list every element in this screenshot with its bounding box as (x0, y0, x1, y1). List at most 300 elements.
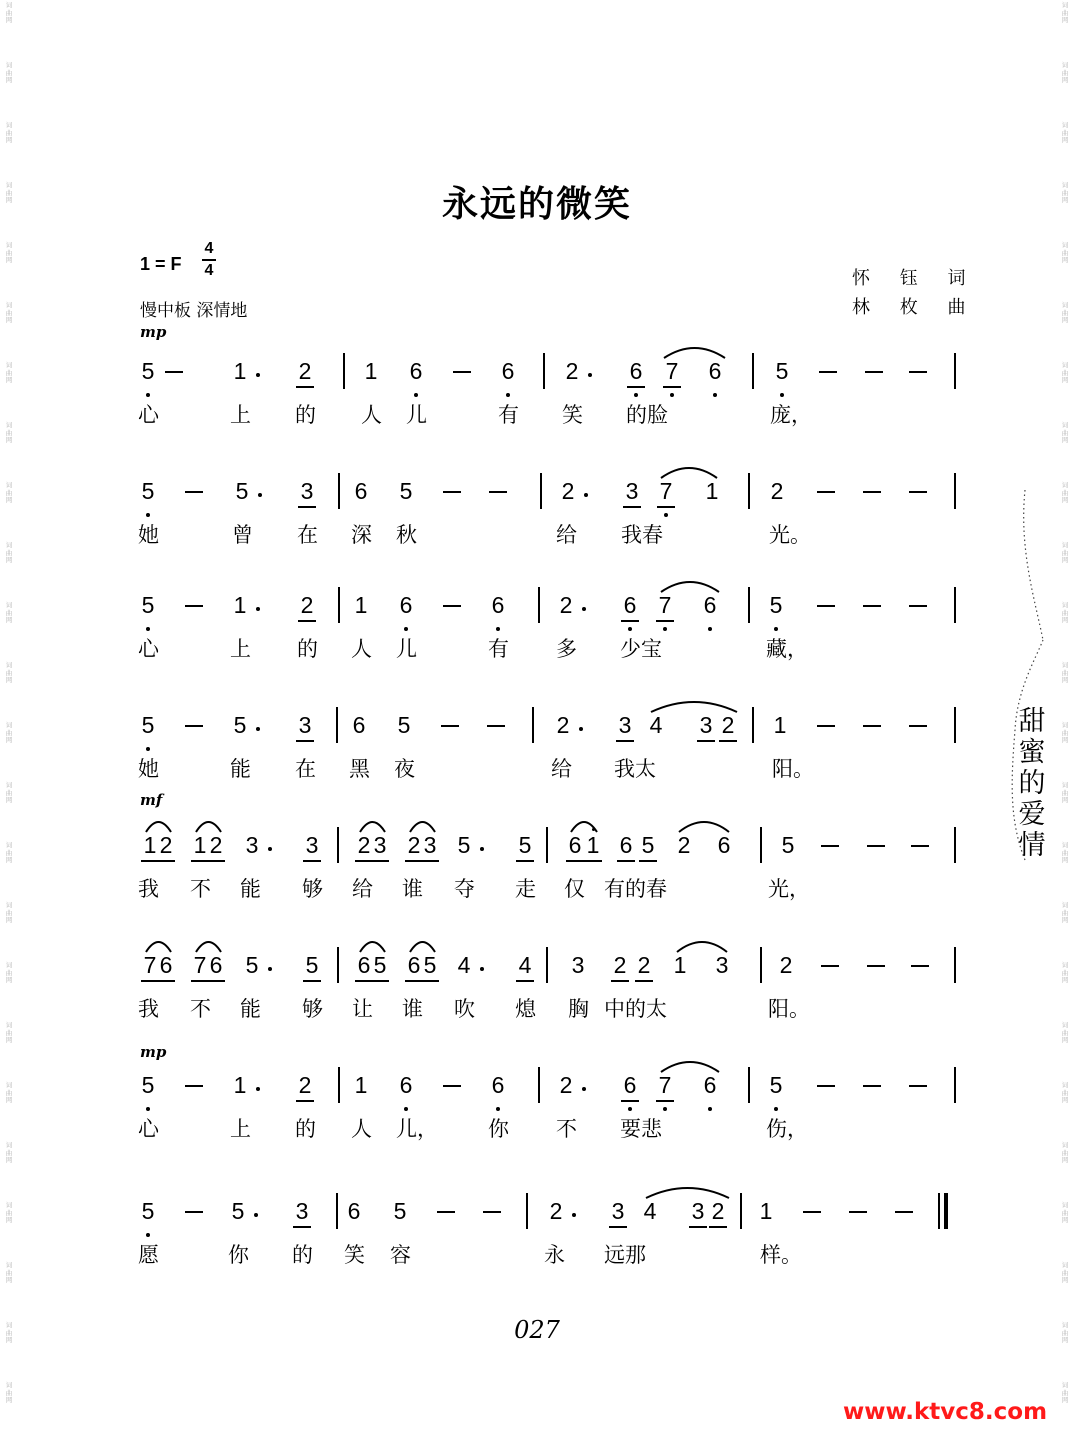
extension-dash (911, 845, 929, 847)
slur (145, 937, 172, 953)
augmentation-dot (254, 1213, 258, 1217)
note: 2 (407, 832, 421, 858)
note: 6 (491, 1072, 505, 1098)
extension-dash (863, 605, 881, 607)
octave-dot-low (713, 393, 717, 397)
lyric-syllable: 心 (138, 403, 159, 427)
extension-dash (909, 371, 927, 373)
lyric-syllable: 人 (351, 1117, 372, 1141)
note: 7 (665, 358, 679, 384)
note: 1 (354, 592, 368, 618)
note: 5 (781, 832, 795, 858)
lyric-syllable: 不 (190, 877, 211, 901)
note: 3 (298, 712, 312, 738)
lyric-syllable: 你 (228, 1243, 249, 1267)
slur (359, 937, 386, 953)
score-row-8 (0, 1197, 1074, 1297)
note: 6 (568, 832, 582, 858)
watermark-text: 词 曲 网 (1061, 1081, 1069, 1104)
watermark-text: 词 曲 网 (5, 1381, 13, 1404)
score-row-4 (0, 711, 1074, 811)
watermark-text: 词 曲 网 (5, 121, 13, 144)
barline (954, 947, 956, 983)
barline (748, 587, 750, 623)
underline (621, 620, 639, 622)
note: 2 (613, 952, 627, 978)
lyric-syllable: 胸 (568, 997, 589, 1021)
watermark-text: 词 曲 网 (1061, 961, 1069, 984)
extension-dash (909, 725, 927, 727)
extension-dash (441, 725, 459, 727)
note: 5 (393, 1198, 407, 1224)
octave-dot-low (146, 393, 150, 397)
note: 5 (141, 358, 155, 384)
note: 6 (357, 952, 371, 978)
slur (645, 1183, 730, 1199)
underline (657, 506, 675, 508)
watermark-text: 词 曲 网 (1061, 601, 1069, 624)
note: 1 (233, 1072, 247, 1098)
augmentation-dot (480, 967, 484, 971)
note: 6 (708, 358, 722, 384)
note: 3 (691, 1198, 705, 1224)
barline (338, 473, 340, 509)
note: 1 (193, 832, 207, 858)
lyric-syllable: 的脸 (626, 403, 668, 427)
composer-credit: 林 枚 曲 (852, 297, 978, 318)
lyric-syllable: 能 (230, 757, 251, 781)
time-signature-top: 4 (204, 240, 214, 257)
note: 1 (759, 1198, 773, 1224)
note: 4 (643, 1198, 657, 1224)
note: 6 (629, 358, 643, 384)
underline (157, 980, 175, 982)
extension-dash (443, 1085, 461, 1087)
note: 4 (518, 952, 532, 978)
underline (627, 386, 645, 388)
note: 1 (354, 1072, 368, 1098)
underline (719, 740, 737, 742)
barline (538, 1067, 540, 1103)
lyric-syllable: 秋 (396, 523, 417, 547)
extension-dash (489, 491, 507, 493)
octave-dot-low (634, 393, 638, 397)
underline (296, 740, 314, 742)
note: 6 (703, 592, 717, 618)
octave-dot-low (670, 393, 674, 397)
augmentation-dot (582, 607, 586, 611)
note: 2 (637, 952, 651, 978)
barline (748, 1067, 750, 1103)
slur (663, 343, 726, 359)
watermark-text: 词 曲 网 (1061, 301, 1069, 324)
song-title: 永远的微笑 (441, 183, 632, 225)
barline (740, 1193, 742, 1229)
watermark-text: 词 曲 网 (5, 721, 13, 744)
underline (293, 1226, 311, 1228)
final-barline (944, 1193, 948, 1229)
augmentation-dot (480, 847, 484, 851)
barline (954, 353, 956, 389)
watermark-text: 词 曲 网 (1061, 1141, 1069, 1164)
lyric-syllable: 她 (138, 523, 159, 547)
note: 2 (770, 478, 784, 504)
underline (296, 386, 314, 388)
octave-dot-low (774, 1107, 778, 1111)
site-watermark: www.ktvc8.com (843, 1399, 1048, 1425)
note: 2 (300, 592, 314, 618)
lyric-syllable: 给 (556, 523, 577, 547)
underline (298, 506, 316, 508)
lyric-syllable: 的 (297, 637, 318, 661)
lyric-syllable: 光， (768, 877, 810, 901)
score-row-7 (0, 1071, 1074, 1171)
watermark-text: 词 曲 网 (1061, 181, 1069, 204)
watermark-text: 词 曲 网 (1061, 61, 1069, 84)
watermark-text: 词 曲 网 (5, 481, 13, 504)
note: 6 (717, 832, 731, 858)
extension-dash (817, 1085, 835, 1087)
watermark-text: 词 曲 网 (5, 61, 13, 84)
note: 7 (658, 592, 672, 618)
extension-dash (849, 1211, 867, 1213)
lyric-syllable: 在 (297, 523, 318, 547)
lyric-syllable: 远那 (604, 1243, 646, 1267)
underline (609, 1226, 627, 1228)
slur (145, 817, 172, 833)
barline (760, 827, 762, 863)
lyric-syllable: 走 (515, 877, 536, 901)
underline (656, 620, 674, 622)
extension-dash (895, 1211, 913, 1213)
barline (752, 353, 754, 389)
note: 2 (159, 832, 173, 858)
barline (336, 1193, 338, 1229)
underline (296, 1100, 314, 1102)
extension-dash (863, 725, 881, 727)
final-barline (938, 1193, 940, 1229)
lyric-syllable: 夺 (454, 877, 475, 901)
note: 3 (245, 832, 259, 858)
watermark-text: 词 曲 网 (5, 1321, 13, 1344)
watermark-text: 词 曲 网 (1061, 1381, 1069, 1404)
underline (584, 860, 602, 862)
note: 1 (233, 592, 247, 618)
note: 5 (141, 592, 155, 618)
watermark-text: 词 曲 网 (1061, 1021, 1069, 1044)
extension-dash (909, 1085, 927, 1087)
octave-dot-low (506, 393, 510, 397)
note: 3 (571, 952, 585, 978)
time-signature-bottom: 4 (204, 262, 214, 279)
watermark-text: 词 曲 网 (1061, 1201, 1069, 1224)
lyric-syllable: 不 (556, 1117, 577, 1141)
octave-dot-low (774, 627, 778, 631)
underline (421, 860, 439, 862)
note: 5 (231, 1198, 245, 1224)
augmentation-dot (268, 967, 272, 971)
lyric-syllable: 有的春 (604, 877, 667, 901)
augmentation-dot (579, 727, 583, 731)
octave-dot-low (146, 627, 150, 631)
note: 3 (618, 712, 632, 738)
note: 6 (347, 1198, 361, 1224)
slur (650, 697, 738, 713)
dynamic-mp: mp (140, 323, 167, 341)
lyric-syllable: 要悲 (620, 1117, 662, 1141)
note: 6 (623, 1072, 637, 1098)
augmentation-dot (588, 373, 592, 377)
underline (689, 1226, 707, 1228)
lyric-syllable: 心 (138, 1117, 159, 1141)
octave-dot-low (664, 513, 668, 517)
augmentation-dot (256, 727, 260, 731)
note: 2 (559, 1072, 573, 1098)
lyric-syllable: 我春 (621, 523, 663, 547)
slur (660, 463, 718, 479)
watermark-text: 词 曲 网 (5, 781, 13, 804)
note: 5 (769, 1072, 783, 1098)
watermark-text: 词 曲 网 (5, 1, 13, 24)
augmentation-dot (256, 373, 260, 377)
underline (303, 980, 321, 982)
note: 5 (141, 1198, 155, 1224)
note: 6 (399, 592, 413, 618)
lyric-syllable: 有 (488, 637, 509, 661)
note: 2 (549, 1198, 563, 1224)
lyric-syllable: 谁 (402, 877, 423, 901)
note: 6 (209, 952, 223, 978)
extension-dash (909, 491, 927, 493)
octave-dot-low (146, 1233, 150, 1237)
watermark-text: 词 曲 网 (1061, 841, 1069, 864)
note: 7 (659, 478, 673, 504)
slur (660, 1057, 720, 1073)
watermark-text: 词 曲 网 (5, 361, 13, 384)
note: 6 (407, 952, 421, 978)
underline (623, 506, 641, 508)
barline (337, 947, 339, 983)
slur (409, 817, 436, 833)
side-title: 甜蜜的爱情 (1018, 706, 1046, 861)
note: 5 (518, 832, 532, 858)
lyricist-credit: 怀 钰 词 (852, 268, 978, 289)
note: 5 (457, 832, 471, 858)
note: 2 (711, 1198, 725, 1224)
extension-dash (443, 491, 461, 493)
extension-dash (165, 371, 183, 373)
extension-dash (487, 725, 505, 727)
extension-dash (803, 1211, 821, 1213)
watermark-text: 词 曲 网 (5, 301, 13, 324)
dynamic-mf: mf (140, 791, 163, 809)
augmentation-dot (256, 607, 260, 611)
barline (954, 707, 956, 743)
lyric-syllable: 伤， (766, 1117, 808, 1141)
lyric-syllable: 仅 (564, 877, 585, 901)
lyric-syllable: 样。 (760, 1243, 802, 1267)
note: 4 (649, 712, 663, 738)
underline (371, 980, 389, 982)
lyric-syllable: 愿 (138, 1243, 159, 1267)
note: 6 (399, 1072, 413, 1098)
extension-dash (185, 725, 203, 727)
lyric-syllable: 夜 (394, 757, 415, 781)
underline (611, 980, 629, 982)
watermark-text: 词 曲 网 (1061, 721, 1069, 744)
octave-dot-low (496, 1107, 500, 1111)
extension-dash (863, 491, 881, 493)
note: 5 (141, 478, 155, 504)
watermark-text: 词 曲 网 (5, 901, 13, 924)
octave-dot-low (780, 393, 784, 397)
watermark-text: 词 曲 网 (1061, 901, 1069, 924)
extension-dash (185, 491, 203, 493)
note: 3 (295, 1198, 309, 1224)
lyric-syllable: 儿 (406, 403, 427, 427)
lyric-syllable: 黑 (349, 757, 370, 781)
underline (516, 860, 534, 862)
lyric-syllable: 心 (138, 637, 159, 661)
octave-dot-low (663, 627, 667, 631)
octave-dot-low (414, 393, 418, 397)
note: 5 (397, 712, 411, 738)
lyric-syllable: 多 (556, 637, 577, 661)
underline (697, 740, 715, 742)
lyric-syllable: 我 (138, 877, 159, 901)
lyric-syllable: 给 (352, 877, 373, 901)
lyric-syllable: 人 (351, 637, 372, 661)
score-row-1 (0, 357, 1074, 457)
watermark-text: 词 曲 网 (5, 1261, 13, 1284)
extension-dash (863, 1085, 881, 1087)
note: 6 (623, 592, 637, 618)
watermark-text: 词 曲 网 (1061, 361, 1069, 384)
barline (543, 353, 545, 389)
lyric-syllable: 人 (361, 403, 382, 427)
lyric-syllable: 的 (292, 1243, 313, 1267)
barline (338, 587, 340, 623)
note: 7 (193, 952, 207, 978)
lyric-syllable: 笑 (344, 1243, 365, 1267)
octave-dot-low (663, 1107, 667, 1111)
lyric-syllable: 阳。 (768, 997, 810, 1021)
underline (207, 980, 225, 982)
note: 2 (209, 832, 223, 858)
lyric-syllable: 中的太 (604, 997, 667, 1021)
extension-dash (817, 725, 835, 727)
extension-dash (185, 1085, 203, 1087)
octave-dot-low (146, 747, 150, 751)
barline (337, 827, 339, 863)
lyric-syllable: 上 (230, 403, 251, 427)
lyric-syllable: 让 (352, 997, 373, 1021)
slur (660, 577, 720, 593)
extension-dash (437, 1211, 455, 1213)
lyric-syllable: 上 (230, 1117, 251, 1141)
augmentation-dot (268, 847, 272, 851)
underline (207, 860, 225, 862)
extension-dash (185, 1211, 203, 1213)
octave-dot-low (404, 1107, 408, 1111)
watermark-text: 词 曲 网 (1061, 541, 1069, 564)
lyric-syllable: 你 (488, 1117, 509, 1141)
note: 3 (423, 832, 437, 858)
underline (639, 860, 657, 862)
lyric-syllable: 她 (138, 757, 159, 781)
note: 7 (658, 1072, 672, 1098)
lyric-syllable: 曾 (232, 523, 253, 547)
note: 5 (423, 952, 437, 978)
lyric-syllable: 我 (138, 997, 159, 1021)
note: 5 (775, 358, 789, 384)
watermark-text: 词 曲 网 (1061, 661, 1069, 684)
augmentation-dot (256, 1087, 260, 1091)
underline (157, 860, 175, 862)
barline (532, 707, 534, 743)
lyric-syllable: 儿， (396, 1117, 438, 1141)
note: 5 (399, 478, 413, 504)
lyric-syllable: 给 (551, 757, 572, 781)
extension-dash (867, 965, 885, 967)
lyric-syllable: 儿 (396, 637, 417, 661)
note: 5 (233, 712, 247, 738)
note: 1 (673, 952, 687, 978)
lyric-syllable: 够 (302, 997, 323, 1021)
lyric-syllable: 容 (390, 1243, 411, 1267)
note: 2 (298, 1072, 312, 1098)
slur (409, 937, 436, 953)
extension-dash (185, 605, 203, 607)
score-row-6 (0, 951, 1074, 1051)
note: 2 (779, 952, 793, 978)
octave-dot-low (404, 627, 408, 631)
note: 2 (677, 832, 691, 858)
lyric-syllable: 藏， (766, 637, 808, 661)
underline (303, 860, 321, 862)
note: 5 (641, 832, 655, 858)
barline (336, 707, 338, 743)
lyric-syllable: 在 (295, 757, 316, 781)
slur (359, 817, 386, 833)
note: 1 (233, 358, 247, 384)
augmentation-dot (584, 493, 588, 497)
extension-dash (817, 605, 835, 607)
lyric-syllable: 有 (498, 403, 519, 427)
octave-dot-low (146, 513, 150, 517)
octave-dot-low (708, 627, 712, 631)
note: 5 (141, 1072, 155, 1098)
barline (540, 473, 542, 509)
note: 2 (298, 358, 312, 384)
note: 5 (373, 952, 387, 978)
watermark-text: 词 曲 网 (1061, 1261, 1069, 1284)
underline (656, 1100, 674, 1102)
extension-dash (909, 605, 927, 607)
augmentation-dot (258, 493, 262, 497)
barline (546, 947, 548, 983)
underline (663, 386, 681, 388)
slur (678, 817, 730, 833)
extension-dash (865, 371, 883, 373)
extension-dash (819, 371, 837, 373)
lyric-syllable: 能 (240, 877, 261, 901)
note: 1 (143, 832, 157, 858)
underline (635, 980, 653, 982)
watermark-text: 词 曲 网 (5, 1021, 13, 1044)
note: 3 (715, 952, 729, 978)
lyric-syllable: 熄 (515, 997, 536, 1021)
